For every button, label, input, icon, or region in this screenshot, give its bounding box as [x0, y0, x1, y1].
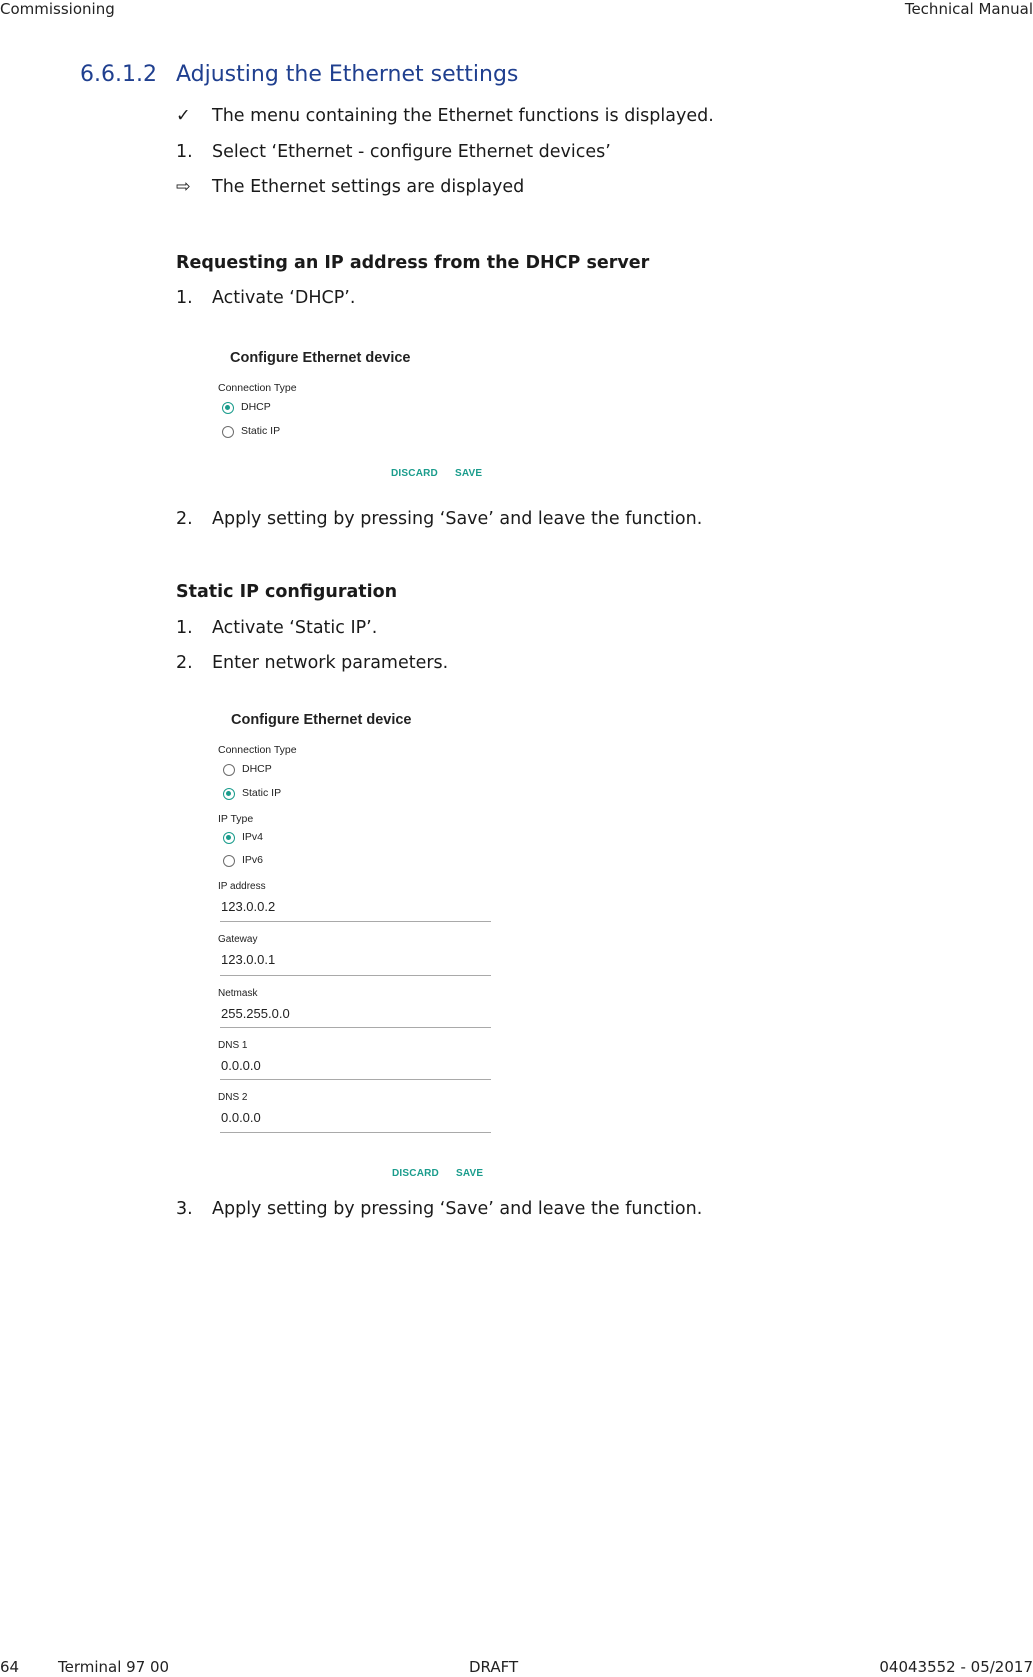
screenshot-static-ip [215, 705, 515, 1185]
step-number: 3. [176, 1199, 193, 1219]
dhcp-heading: Requesting an IP address from the DHCP server [176, 253, 650, 273]
connection-type-label: Connection Type [218, 382, 297, 394]
dns2-label: DNS 2 [218, 1092, 248, 1103]
ip-address-underline [220, 921, 491, 922]
ip-address-input[interactable]: 123.0.0.2 [221, 899, 276, 914]
radio-dhcp-label: DHCP [242, 763, 272, 775]
gateway-input[interactable]: 123.0.0.1 [221, 952, 276, 967]
footer-page-number: 64 [0, 1658, 20, 1676]
dns2-input[interactable]: 0.0.0.0 [221, 1110, 261, 1125]
static-step-3: Apply setting by pressing ‘Save’ and leave the function. [212, 1199, 703, 1219]
footer-product: Terminal 97 00 [58, 1658, 170, 1676]
static-step-1: Activate ‘Static IP’. [212, 618, 378, 638]
screen-title: Configure Ethernet device [231, 712, 412, 728]
static-ip-heading: Static IP configuration [176, 582, 398, 602]
dns1-underline [220, 1079, 491, 1080]
gateway-label: Gateway [218, 934, 258, 945]
radio-dhcp[interactable] [223, 764, 235, 776]
save-button[interactable]: SAVE [456, 1168, 484, 1179]
gateway-underline [220, 975, 491, 976]
footer-doc-id: 04043552 - 05/2017 [879, 1658, 1033, 1676]
netmask-label: Netmask [218, 988, 258, 999]
dhcp-step-2: Apply setting by pressing ‘Save’ and leave the function. [212, 509, 703, 529]
section-title: Adjusting the Ethernet settings [176, 62, 519, 87]
step-number: 1. [176, 288, 193, 308]
dns1-label: DNS 1 [218, 1040, 248, 1051]
ip-address-label: IP address [218, 881, 266, 892]
intro-step: Select ‘Ethernet - configure Ethernet devices’ [212, 142, 611, 162]
header-right: Technical Manual [904, 0, 1033, 18]
screenshot-dhcp [215, 345, 505, 485]
check-icon: ✓ [176, 106, 191, 126]
radio-ipv4-label: IPv4 [242, 831, 264, 843]
dns1-input[interactable]: 0.0.0.0 [221, 1058, 261, 1073]
radio-static-ip-label: Static IP [242, 787, 282, 799]
netmask-input[interactable]: 255.255.0.0 [221, 1006, 290, 1021]
dhcp-step-1: Activate ‘DHCP’. [212, 288, 356, 308]
save-button[interactable]: SAVE [455, 468, 483, 479]
static-step-2: Enter network parameters. [212, 653, 449, 673]
header-left: Commissioning [0, 0, 115, 18]
section-number: 6.6.1.2 [80, 62, 157, 87]
radio-ipv4[interactable] [223, 832, 235, 844]
step-number: 2. [176, 509, 193, 529]
step-number: 2. [176, 653, 193, 673]
radio-ipv6-label: IPv6 [242, 854, 264, 866]
ip-type-label: IP Type [218, 813, 254, 825]
radio-dhcp-label: DHCP [241, 401, 271, 413]
footer-status: DRAFT [469, 1658, 519, 1676]
radio-static-ip-label: Static IP [241, 425, 281, 437]
step-number: 1. [176, 142, 193, 162]
netmask-underline [220, 1027, 491, 1028]
step-number: 1. [176, 618, 193, 638]
connection-type-label: Connection Type [218, 744, 297, 756]
intro-precondition: The menu containing the Ethernet functions is displayed. [212, 106, 714, 126]
result-arrow-icon: ⇨ [176, 177, 191, 197]
radio-ipv6[interactable] [223, 855, 235, 867]
discard-button[interactable]: DISCARD [392, 1168, 439, 1179]
screen-title: Configure Ethernet device [230, 350, 411, 366]
discard-button[interactable]: DISCARD [391, 468, 438, 479]
radio-static-ip[interactable] [222, 426, 234, 438]
radio-static-ip[interactable] [223, 788, 235, 800]
dns2-underline [220, 1132, 491, 1133]
intro-result: The Ethernet settings are displayed [212, 177, 525, 197]
radio-dhcp[interactable] [222, 402, 234, 414]
